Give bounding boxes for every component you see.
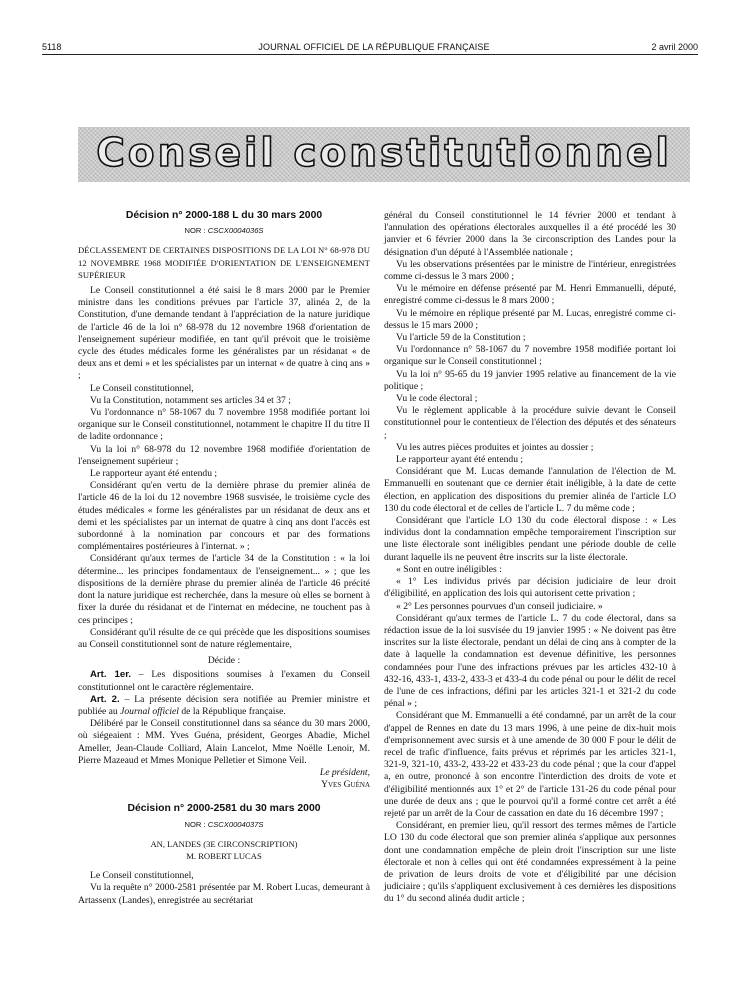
decision-subject: DÉCLASSEMENT DE CERTAINES DISPOSITIONS DE LA LOI N° 68-978 DU 12 NOVEMBRE 1968 MODIFIÉE D'ORIENTATION DE L'ENSEIGNEMENT SUPÉRIEUR — [78, 245, 370, 280]
paragraph: « 2° Les personnes pourvues d'un conseil judiciaire. » — [396, 600, 603, 612]
decide-heading: Décide : — [207, 655, 241, 667]
paragraph: « Sont en outre inéligibles : — [396, 563, 502, 575]
article-2-text-end: de la République française. — [178, 705, 286, 717]
paragraph: Vu l'ordonnance n° 58-1067 du 7 novembre 1958 modifiée portant loi organique sur le Conseil constitutionnel ; — [384, 344, 676, 368]
paragraph: Vu la loi n° 68-978 du 12 novembre 1968 modifiée d'orientation de l'enseignement supérieur ; — [78, 443, 370, 467]
paragraph: Vu le code électoral ; — [396, 393, 478, 405]
journal-title: JOURNAL OFFICIEL DE LA RÉPUBLIQUE FRANÇAISE — [258, 42, 490, 52]
journal-officiel-italic: Journal officiel — [120, 705, 179, 717]
article-1 — [78, 669, 370, 693]
petitioner-line: M. ROBERT LUCAS — [186, 850, 262, 861]
article-1-label: Art. 1er. — [90, 669, 132, 681]
paragraph: Le Conseil constitutionnel, — [90, 382, 194, 394]
header-rule — [42, 54, 698, 55]
section-banner — [78, 127, 690, 182]
paragraph: Considérant qu'il résulte de ce qui précède que les dispositions soumises au Conseil constitutionnel sont de nature réglementaire, — [78, 626, 370, 650]
banner-title: Conseil constitutionnel — [96, 131, 672, 176]
paragraph: Le rapporteur ayant été entendu ; — [396, 454, 524, 466]
paragraph: Considérant qu'en vertu de la dernière phrase du premier alinéa de l'article 46 de la loi du 12 novembre 1968 susvisée, le troisième cycle des études médicales « forme les généralistes par un résidanat de deux ans et demi et les spécialistes par un internat de quatre à cinq ans dont l'accès est subordonné à la nomination par concours et par des formations complémentaires postérieures à l'internat. » ; — [78, 480, 370, 553]
decision-title: Décision n° 2000-2581 du 30 mars 2000 — [127, 803, 321, 815]
right-column — [384, 210, 676, 906]
paragraph: « 1° Les individus privés par décision judiciaire de leur droit d'éligibilité, en application des lois qui autorisent cette privation ; — [384, 576, 676, 600]
nor-label: NOR : — [184, 819, 206, 829]
paragraph: Considérant qu'aux termes de l'article 34 de la Constitution : « la loi détermine... les principes fondamentaux de l'enseignement... » ; que les dispositions de la dernière phrase du premier alinéa de l'article 46 précité dont la nature juridique est recherchée, dans la mesure où elles se bornent à fixer la durée du résidanat et de l'internat en médecine, ne touchent pas à ces principes ; — [78, 553, 370, 626]
paragraph: Considérant que M. Emmanuelli a été condamné, par un arrêt de la cour d'appel de Rennes en date du 13 mars 1996, à une peine de dix-huit mois d'emprisonnement avec sursis et à une amende de 30 000 F pour le délit de recel de trafic d'influence, faits prévus et réprimés par les articles 321-1, 321-9, 321-10, 433-2, 433-22 et 433-23 du code pénal ; que la cour d'appel a, en outre, prononcé à son encontre l'interdiction des droits de vote et d'éligibilité mentionnés aux 1° et 2° de l'article 131-26 du code pénal pour une durée de deux ans ; que le pourvoi qu'il a formé contre cet arrêt a été rejeté par un arrêt de la Cour de cassation en date du 16 décembre 1997 ; — [384, 710, 676, 819]
paragraph: Considérant, en premier lieu, qu'il ressort des termes mêmes de l'article LO 130 du code électoral que son premier alinéa s'applique aux personnes dont une condamnation empêche de plein droit l'inscription sur une liste électorale et non à celles qui ont été condamnées expressément à la peine de privation de leurs droits de vote et d'éligibilité par une décision judiciaire ; qu'ils s'appliquent exclusivement à ces dernières les dispositions du 1° du second alinéa dudit article ; — [384, 820, 676, 905]
nor-code: CSCX0004037S — [207, 819, 264, 829]
nor-reference — [78, 225, 370, 237]
paragraph: Vu la Constitution, notamment ses articles 34 et 37 ; — [90, 394, 291, 406]
page-number: 5118 — [42, 42, 62, 52]
signature-name: Yves Guéna — [321, 779, 370, 791]
article-2-label: Art. 2. — [90, 693, 120, 705]
paragraph: Vu la loi n° 95-65 du 19 janvier 1995 relative au financement de la vie politique ; — [384, 368, 676, 392]
article-1-text: – Les dispositions soumises à l'examen du Conseil constitutionnel ont le caractère réglementaire. — [78, 669, 370, 693]
paragraph: Vu le mémoire en réplique présenté par M. Lucas, enregistré comme ci-dessus le 15 mars 2000 ; — [384, 307, 676, 331]
decision-2 — [78, 803, 370, 906]
paragraph: Le Conseil constitutionnel, — [90, 870, 194, 882]
nor-code: CSCX0004036S — [207, 226, 264, 236]
paragraph: Considérant que M. Lucas demande l'annulation de l'élection de M. Emmanuelli en soutenant que ce dernier était inéligible, à la date de cette élection, en application des dispositions du premier alinéa de l'article LO 130 du code électoral et de celles de l'article L. 7 du même code ; — [384, 466, 676, 514]
paragraph: Considérant qu'aux termes de l'article L. 7 du code électoral, dans sa rédaction issue de la loi susvisée du 19 janvier 1995 : « Ne doivent pas être inscrites sur la liste électorale, pendant un délai de cinq ans à compter de la date à laquelle la condamnation est devenue définitive, les personnes condamnées pour l'une des infractions prévues par les articles 432-10 à 432-16, 433-1, 433-2, 433-3 et 433-4 du code pénal ou pour le délit de recel de l'une de ces infractions, défini par les articles 321-1 et 321-2 du code pénal » ; — [384, 612, 676, 710]
paragraph: Vu les observations présentées par le ministre de l'intérieur, enregistrées comme ci-dessus le 3 mars 2000 ; — [384, 258, 676, 283]
paragraph: Vu le règlement applicable à la procédure suivie devant le Conseil constitutionnel pour le contentieux de l'élection des députés et des sénateurs ; — [384, 405, 676, 441]
paragraph: général du Conseil constitutionnel le 14 février 2000 et tendant à l'annulation des opérations électorales auxquelles il a été procédé les 30 janvier et 6 février 2000 dans la 3e circonscription des Landes pour la désignation d'un député à l'Assemblée nationale ; — [384, 210, 676, 258]
paragraph: Le rapporteur ayant été entendu ; — [90, 468, 218, 480]
nor-label: NOR : — [184, 226, 206, 236]
constituency-line: AN, LANDES (3E CIRCONSCRIPTION) — [150, 838, 298, 849]
left-column — [78, 210, 370, 907]
paragraph: Le Conseil constitutionnel a été saisi le 8 mars 2000 par le Premier ministre dans les conditions prévues par l'article 37, alinéa 2, de la Constitution, d'une demande tendant à l'appréciation de la nature juridique de l'article 46 de la loi n° 68-978 du 12 novembre 1968 d'orientation de l'enseignement supérieur modifiée, en tant qu'il prévoit que le troisième cycle des études médicales forme les généralistes par un résidanat « de deux ans et demi » et les spécialistes par un internat « de quatre à cinq ans » ; — [78, 285, 370, 382]
decision-1 — [78, 210, 370, 791]
paragraph: Vu les autres pièces produites et jointes au dossier ; — [396, 441, 594, 453]
signature-title: Le président, — [319, 766, 370, 778]
paragraph: Vu l'ordonnance n° 58-1067 du 7 novembre 1958 modifiée portant loi organique sur le Conseil constitutionnel, notamment le chapitre II du titre II de ladite ordonnance ; — [78, 407, 370, 443]
deliberation: Délibéré par le Conseil constitutionnel dans sa séance du 30 mars 2000, où siégeaient : MM. Yves Guéna, président, Georges Abadie, Michel Ameller, Jean-Claude Colliard, Alain Lancelot, Mme Noëlle Lenoir, M. Pierre Mazeaud et Mmes Monique Pelletier et Simone Veil. — [78, 718, 370, 766]
issue-date: 2 avril 2000 — [651, 42, 698, 52]
paragraph: Vu l'article 59 de la Constitution ; — [396, 332, 526, 344]
paragraph: Vu le mémoire en défense présenté par M. Henri Emmanuelli, député, enregistré comme ci-dessus le 8 mars 2000 ; — [384, 283, 676, 307]
nor-reference — [78, 819, 370, 831]
decision-title: Décision n° 2000-188 L du 30 mars 2000 — [125, 210, 323, 221]
paragraph: Considérant que l'article LO 130 du code électoral dispose : « Les individus dont la condamnation empêche temporairement l'inscription sur une liste électorale sont inéligibles pendant une période double de celle durant laquelle ils ne peuvent être inscrits sur la liste électorale. — [384, 515, 676, 563]
paragraph: Vu la requête n° 2000-2581 présentée par M. Robert Lucas, demeurant à Artassenx (Landes), enregistrée au secrétariat — [78, 882, 370, 906]
article-2 — [78, 694, 370, 718]
article-2-text: – La présente décision sera notifiée au Premier ministre et publiée au — [78, 693, 370, 717]
